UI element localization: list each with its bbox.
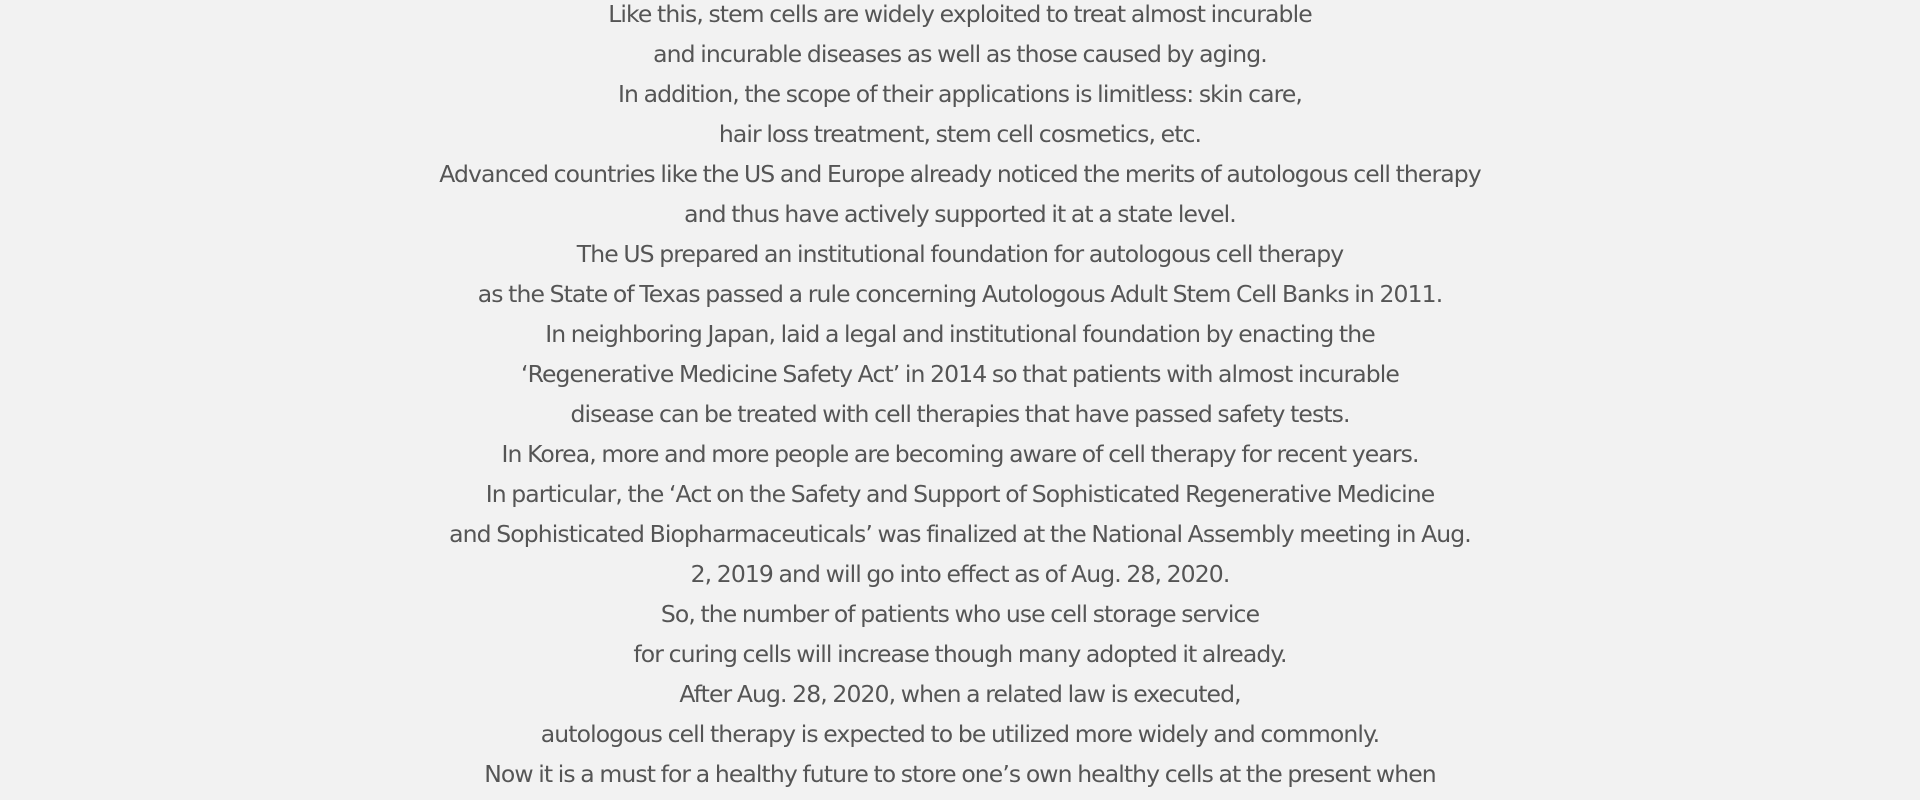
paragraph-line: for curing cells will increase though many adopted it already. (633, 640, 1287, 668)
paragraph-line: The US prepared an institutional foundation for autologous cell therapy (576, 240, 1344, 268)
paragraph-line: So, the number of patients who use cell storage service (660, 600, 1260, 628)
paragraph-line: and thus have actively supported it at a state level. (684, 200, 1236, 228)
paragraph-line: and Sophisticated Biopharmaceuticals’ was finalized at the National Assembly meeting in Aug. (449, 520, 1471, 548)
paragraph-line: In particular, the ‘Act on the Safety and Support of Sophisticated Regenerative Medicine (485, 480, 1435, 508)
paragraph-line: In addition, the scope of their applications is limitless: skin care, (618, 80, 1302, 108)
paragraph-line: Now it is a must for a healthy future to store one’s own healthy cells at the present when (484, 760, 1436, 788)
paragraph-line: Advanced countries like the US and Europe already noticed the merits of autologous cell therapy (439, 160, 1481, 188)
paragraph-line: In Korea, more and more people are becoming aware of cell therapy for recent years. (501, 440, 1419, 468)
paragraph-line: ‘Regenerative Medicine Safety Act’ in 2014 so that patients with almost incurable (521, 360, 1399, 388)
paragraph-line: as the State of Texas passed a rule concerning Autologous Adult Stem Cell Banks in 2011. (477, 280, 1443, 308)
paragraph-line: disease can be treated with cell therapies that have passed safety tests. (570, 400, 1350, 428)
paragraph-line: and incurable diseases as well as those caused by aging. (653, 40, 1267, 68)
paragraph-line: After Aug. 28, 2020, when a related law is executed, (679, 680, 1241, 708)
paragraph-line: In neighboring Japan, laid a legal and institutional foundation by enacting the (545, 320, 1375, 348)
paragraph-line: 2, 2019 and will go into effect as of Aug. 28, 2020. (690, 560, 1230, 588)
paragraph-line: hair loss treatment, stem cell cosmetics, etc. (718, 120, 1202, 148)
paragraph-line: Like this, stem cells are widely exploited to treat almost incurable (608, 0, 1312, 28)
paragraph-line: autologous cell therapy is expected to be utilized more widely and commonly. (540, 720, 1380, 748)
